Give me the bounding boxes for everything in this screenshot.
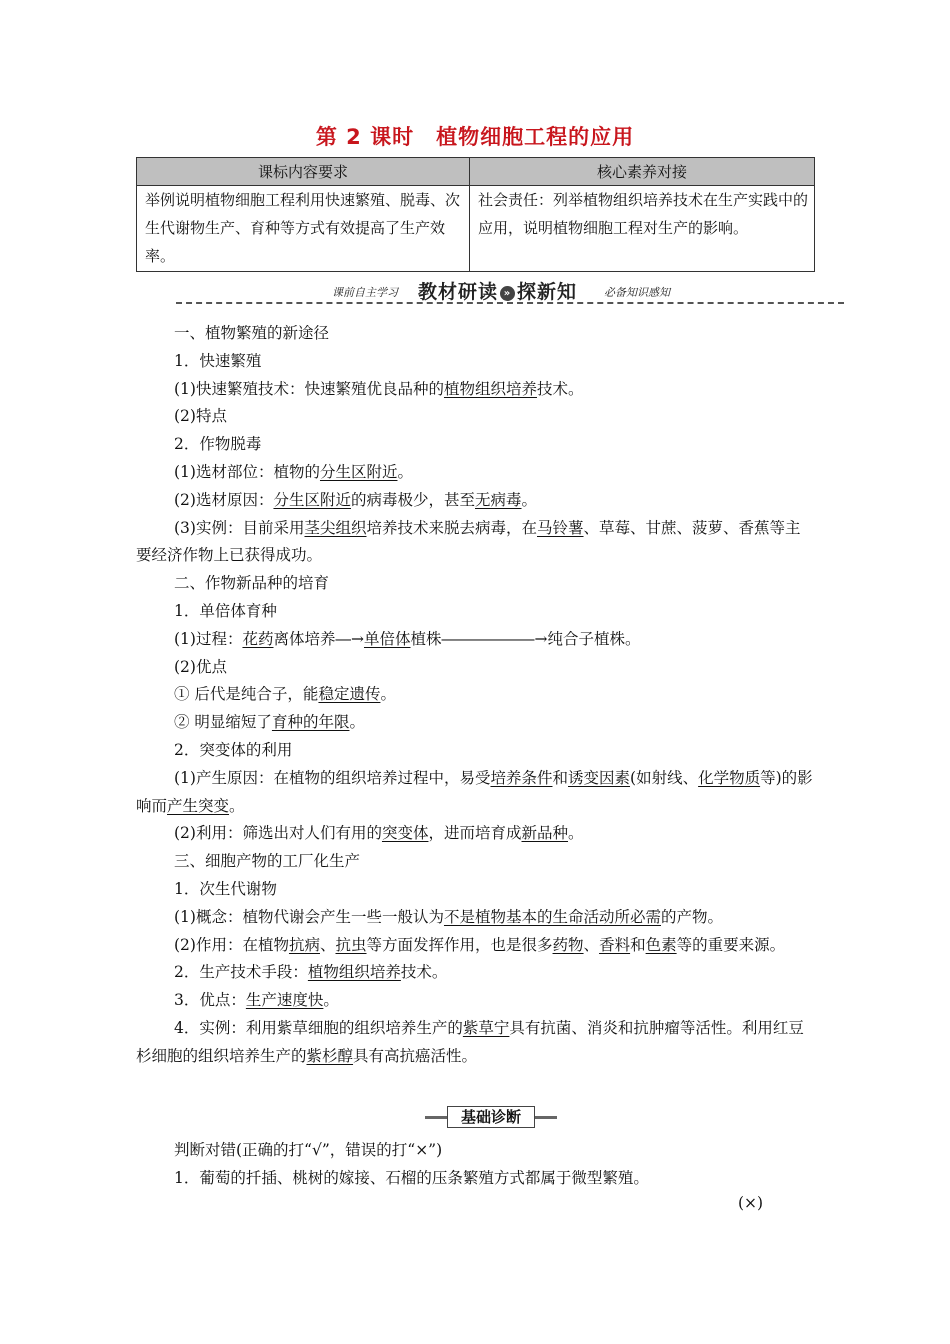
- req-col1-header: 课标内容要求: [137, 158, 470, 186]
- answer-blank: 茎尖组织: [304, 518, 367, 537]
- subheading-2-2: 2．突变体的利用: [174, 740, 293, 759]
- answer-blank: 香料: [599, 935, 631, 954]
- section-banner: [136, 276, 844, 304]
- item-3-1-2: (2)作用：在植物抗病、抗虫等方面发挥作用，也是很多药物、香料和色素等的重要来源。: [174, 935, 786, 954]
- arrow-icon: »: [500, 286, 515, 301]
- banner-right-small: 必备知识感知: [604, 286, 670, 299]
- item-3-2: 2．生产技术手段：植物组织培养技术。: [174, 963, 448, 982]
- item-2-2-1: (1)产生原因：在植物的组织培养过程中，易受培养条件和诱变因素(如射线、化学物质等)的影响而产生突变。: [136, 768, 813, 815]
- item-2-1-1: (1)过程：花药离体培养―→单倍体植株――――――→纯合子植株。: [174, 629, 641, 648]
- answer-blank: 色素: [645, 935, 677, 954]
- answer-blank: 抗虫: [335, 935, 367, 954]
- answer-blank: 培养条件: [490, 768, 553, 787]
- question-1: 1．葡萄的扦插、桃树的嫁接、石榴的压条繁殖方式都属于微型繁殖。: [174, 1169, 649, 1187]
- answer-blank: 药物: [552, 935, 584, 954]
- diagnosis-label: 基础诊断: [447, 1106, 535, 1128]
- page-title: [0, 121, 950, 151]
- diagnosis-instruction: 判断对错(正确的打“√”，错误的打“×”): [174, 1141, 443, 1159]
- answer-blank: 产生突变: [167, 796, 230, 815]
- banner-title: [418, 277, 577, 304]
- req-col2-header: 核心素养对接: [470, 158, 815, 186]
- main-content: [136, 320, 816, 1071]
- item-1-2-1: (1)选材部位：植物的分生区附近。: [174, 462, 413, 481]
- heading-3: 三、细胞产物的工厂化生产: [174, 852, 361, 871]
- answer-blank: 分生区附近: [273, 490, 351, 509]
- banner-right-big: 探新知: [517, 281, 578, 303]
- item-1-1-1: (1)快速繁殖技术：快速繁殖优良品种的植物组织培养技术。: [174, 379, 584, 398]
- item-3-1-1: (1)概念：植物代谢会产生一些一般认为不是植物基本的生命活动所必需的产物。: [174, 907, 723, 926]
- title-lesson: 第 2 课时: [315, 125, 415, 149]
- banner-left-big: 教材研读: [418, 281, 499, 303]
- answer-blank: 分生区附近: [319, 462, 398, 481]
- item-1-2-2: (2)选材原因：分生区附近的病毒极少，甚至无病毒。: [174, 490, 538, 509]
- req-col1-text: 举例说明植物细胞工程利用快速繁殖、脱毒、次生代谢物生产、育种等方式有效提高了生产效率。: [137, 186, 470, 272]
- answer-blank: 马铃薯: [537, 518, 584, 537]
- answer-blank: 单倍体: [363, 629, 411, 648]
- subheading-1-1: 1．快速繁殖: [174, 351, 262, 370]
- answer-blank: 生产速度快: [245, 991, 324, 1010]
- subheading-3-1: 1．次生代谢物: [174, 879, 277, 898]
- question-1-answer: (×): [738, 1194, 764, 1212]
- item-3-4: 4．实例：利用紫草细胞的组织培养生产的紫草宁具有抗菌、消炎和抗肿瘤等活性。利用红豆杉细胞的组织培养生产的紫杉醇具有高抗癌活性。: [136, 1018, 804, 1065]
- item-3-3: 3．优点：生产速度快。: [174, 991, 339, 1010]
- subheading-2-1: 1．单倍体育种: [174, 601, 277, 620]
- item-2-1-2-1: ① 后代是纯合子，能稳定遗传。: [174, 685, 396, 704]
- title-topic: 植物细胞工程的应用: [436, 125, 635, 149]
- answer-blank: 花药: [242, 629, 274, 648]
- req-col2-text: 社会责任：列举植物组织培养技术在生产实践中的应用，说明植物细胞工程对生产的影响。: [470, 186, 815, 272]
- banner-divider: [176, 302, 844, 304]
- answer-blank: 植物组织培养: [443, 379, 537, 398]
- heading-1: 一、植物繁殖的新途径: [174, 324, 330, 342]
- diagnosis-header: [425, 1106, 557, 1128]
- answer-blank: 植物组织培养: [307, 963, 401, 982]
- answer-blank: 化学物质: [698, 768, 761, 787]
- item-2-2-2: (2)利用：筛选出对人们有用的突变体，进而培育成新品种。: [174, 824, 584, 843]
- answer-blank: 诱变因素: [568, 768, 631, 787]
- item-2-1-2-2: ② 明显缩短了育种的年限。: [174, 713, 365, 732]
- diagnosis-section: [136, 1136, 816, 1192]
- answer-blank: 育种的年限: [271, 713, 350, 732]
- answer-blank: 稳定遗传: [318, 685, 381, 704]
- answer-blank: 紫杉醇: [306, 1046, 354, 1065]
- subheading-1-2: 2．作物脱毒: [174, 435, 262, 454]
- answer-blank: 无病毒: [475, 490, 522, 509]
- item-2-1-2: (2)优点: [174, 657, 227, 676]
- item-1-2-3: (3)实例：目前采用茎尖组织培养技术来脱去病毒，在马铃薯、草莓、甘蔗、菠萝、香蕉等主要经济作物上已获得成功。: [136, 518, 801, 565]
- requirements-table: [136, 157, 815, 272]
- answer-blank: 不是植物基本的生命活动所必需: [443, 907, 661, 926]
- answer-blank: 新品种: [521, 824, 569, 843]
- item-1-1-2: (2)特点: [174, 407, 227, 426]
- answer-blank: 突变体: [381, 824, 429, 843]
- answer-blank: 紫草宁: [462, 1018, 510, 1037]
- heading-2: 二、作物新品种的培育: [174, 574, 330, 593]
- answer-blank: 抗病: [288, 935, 320, 954]
- banner-left-small: 课前自主学习: [332, 286, 398, 299]
